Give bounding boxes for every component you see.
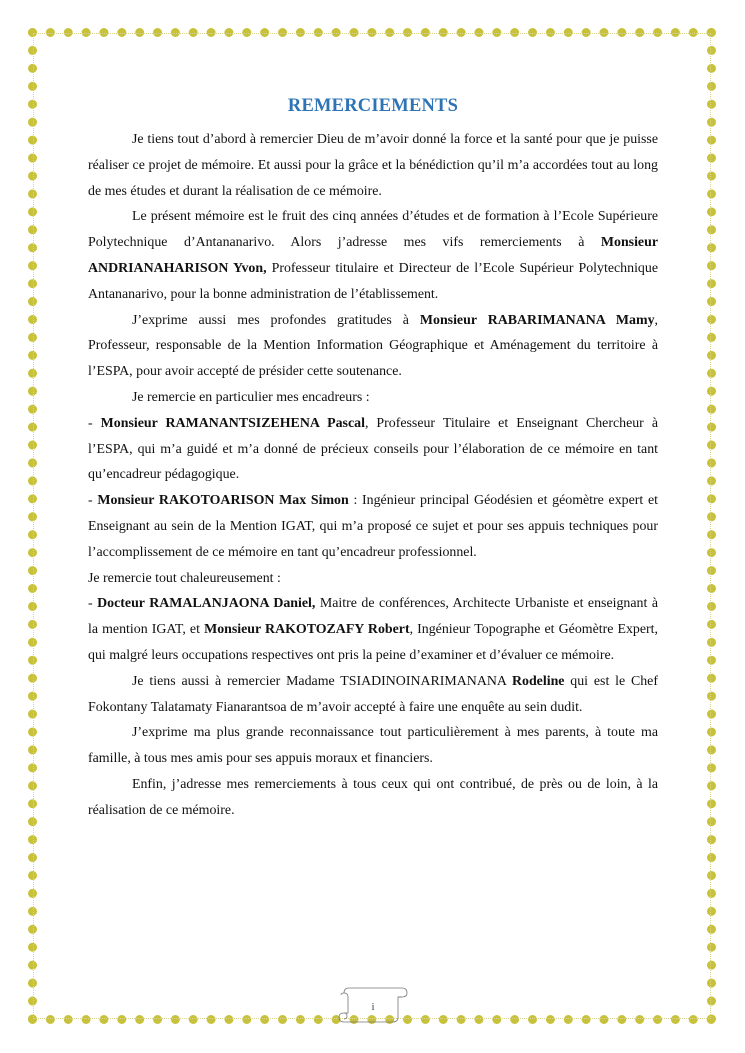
text-segment: Professeur titulaire et Directeur de l’Ecole Supérieur Polytechnique Antananarivo, pour la bonne administration de l’établissement. xyxy=(88,260,658,302)
text-segment: Je tiens aussi à remercier Madame TSIADINOINARIMANANA xyxy=(132,673,512,689)
text-segment: - xyxy=(88,493,98,509)
bold-name: Monsieur RAKOTOARISON Max Simon xyxy=(97,493,349,509)
bold-name: Monsieur RAKOTOZAFY Robert xyxy=(204,622,410,638)
bold-name: Rodeline xyxy=(511,673,565,689)
page-title: REMERCIEMENTS xyxy=(287,96,459,116)
paragraph xyxy=(88,566,658,592)
text-segment: - xyxy=(88,415,101,431)
text-segment: - xyxy=(88,596,98,612)
text-segment: Je remercie tout chaleureusement : xyxy=(88,570,281,586)
text-segment: Maitre de conférences, Architecte Urbaniste et enseignant à la mention IGAT, et xyxy=(88,596,658,638)
paragraph xyxy=(88,127,658,204)
text-segment: Je remercie en particulier mes encadreurs : xyxy=(132,389,370,405)
paragraph xyxy=(88,669,658,721)
paragraph xyxy=(88,772,658,824)
bold-name: Monsieur ANDRIANAHARISON Yvon, xyxy=(88,235,658,276)
text-segment: J’exprime ma plus grande reconnaissance tout particulièrement à mes parents, à toute ma famille, à tous mes amis pour ses appuis moraux et financiers. xyxy=(88,725,658,767)
paragraph xyxy=(88,308,658,385)
paragraph xyxy=(88,591,658,668)
paragraph xyxy=(88,411,658,488)
text-segment: Le présent mémoire est le fruit des cinq années d’études et de formation à l’Ecole Supérieure Polytechnique d’Antananarivo. Alors j’adresse mes vifs remerciements à xyxy=(88,209,658,251)
document-body xyxy=(88,93,658,824)
text-segment: J’exprime aussi mes profondes gratitudes à xyxy=(132,312,420,328)
text-segment: qui est le Chef Fokontany Talatamaty Fianarantsoa de m’avoir accepté à faire une enquête au sein dudit. xyxy=(88,673,658,715)
bold-name: Monsieur RAMANANTSIZEHENA Pascal xyxy=(100,415,365,431)
text-segment: Je tiens tout d’abord à remercier Dieu de m’avoir donné la force et la santé pour que je puisse réaliser ce projet de mémoire. Et aussi pour la grâce et la bénédiction qu’il m’a accordées tout au long de mes études et durant la réalisation de ce mémoire. xyxy=(88,132,658,199)
text-segment: , Ingénieur Topographe et Géomètre Expert, qui malgré leurs occupations respectives ont pris la peine d’examiner et d’évaluer ce mémoire. xyxy=(88,622,658,663)
text-segment: Enfin, j’adresse mes remerciements à tous ceux qui ont contribué, de près ou de loin, à la réalisation de ce mémoire. xyxy=(88,776,658,818)
bold-name: Monsieur RABARIMANANA Mamy xyxy=(419,312,655,328)
text-segment: , Professeur, responsable de la Mention Information Géographique et Aménagement du territoire à l’ESPA, pour avoir accepté de présider cette soutenance. xyxy=(88,312,658,380)
paragraph xyxy=(88,488,658,565)
paragraph xyxy=(88,204,658,307)
bold-name: Docteur RAMALANJAONA Daniel, xyxy=(97,596,316,612)
text-segment: : Ingénieur principal Géodésien et géomètre expert et Enseignant au sein de la Mention IGAT, qui m’a proposé ce sujet et pour ses appuis techniques pour l’accomplissement de ce mémoire en tant qu’encadreur professionnel. xyxy=(88,493,658,560)
paragraph xyxy=(88,385,658,411)
paragraph xyxy=(88,720,658,772)
page-number: i xyxy=(371,1001,375,1013)
page-number-scroll xyxy=(338,985,408,1025)
text-segment: , Professeur Titulaire et Enseignant Chercheur à l’ESPA, qui m’a guidé et m’a donné de précieux conseils pour l’élaboration de ce mémoire en tant qu’encadreur pédagogique. xyxy=(88,415,658,483)
paragraph-list xyxy=(88,127,658,824)
